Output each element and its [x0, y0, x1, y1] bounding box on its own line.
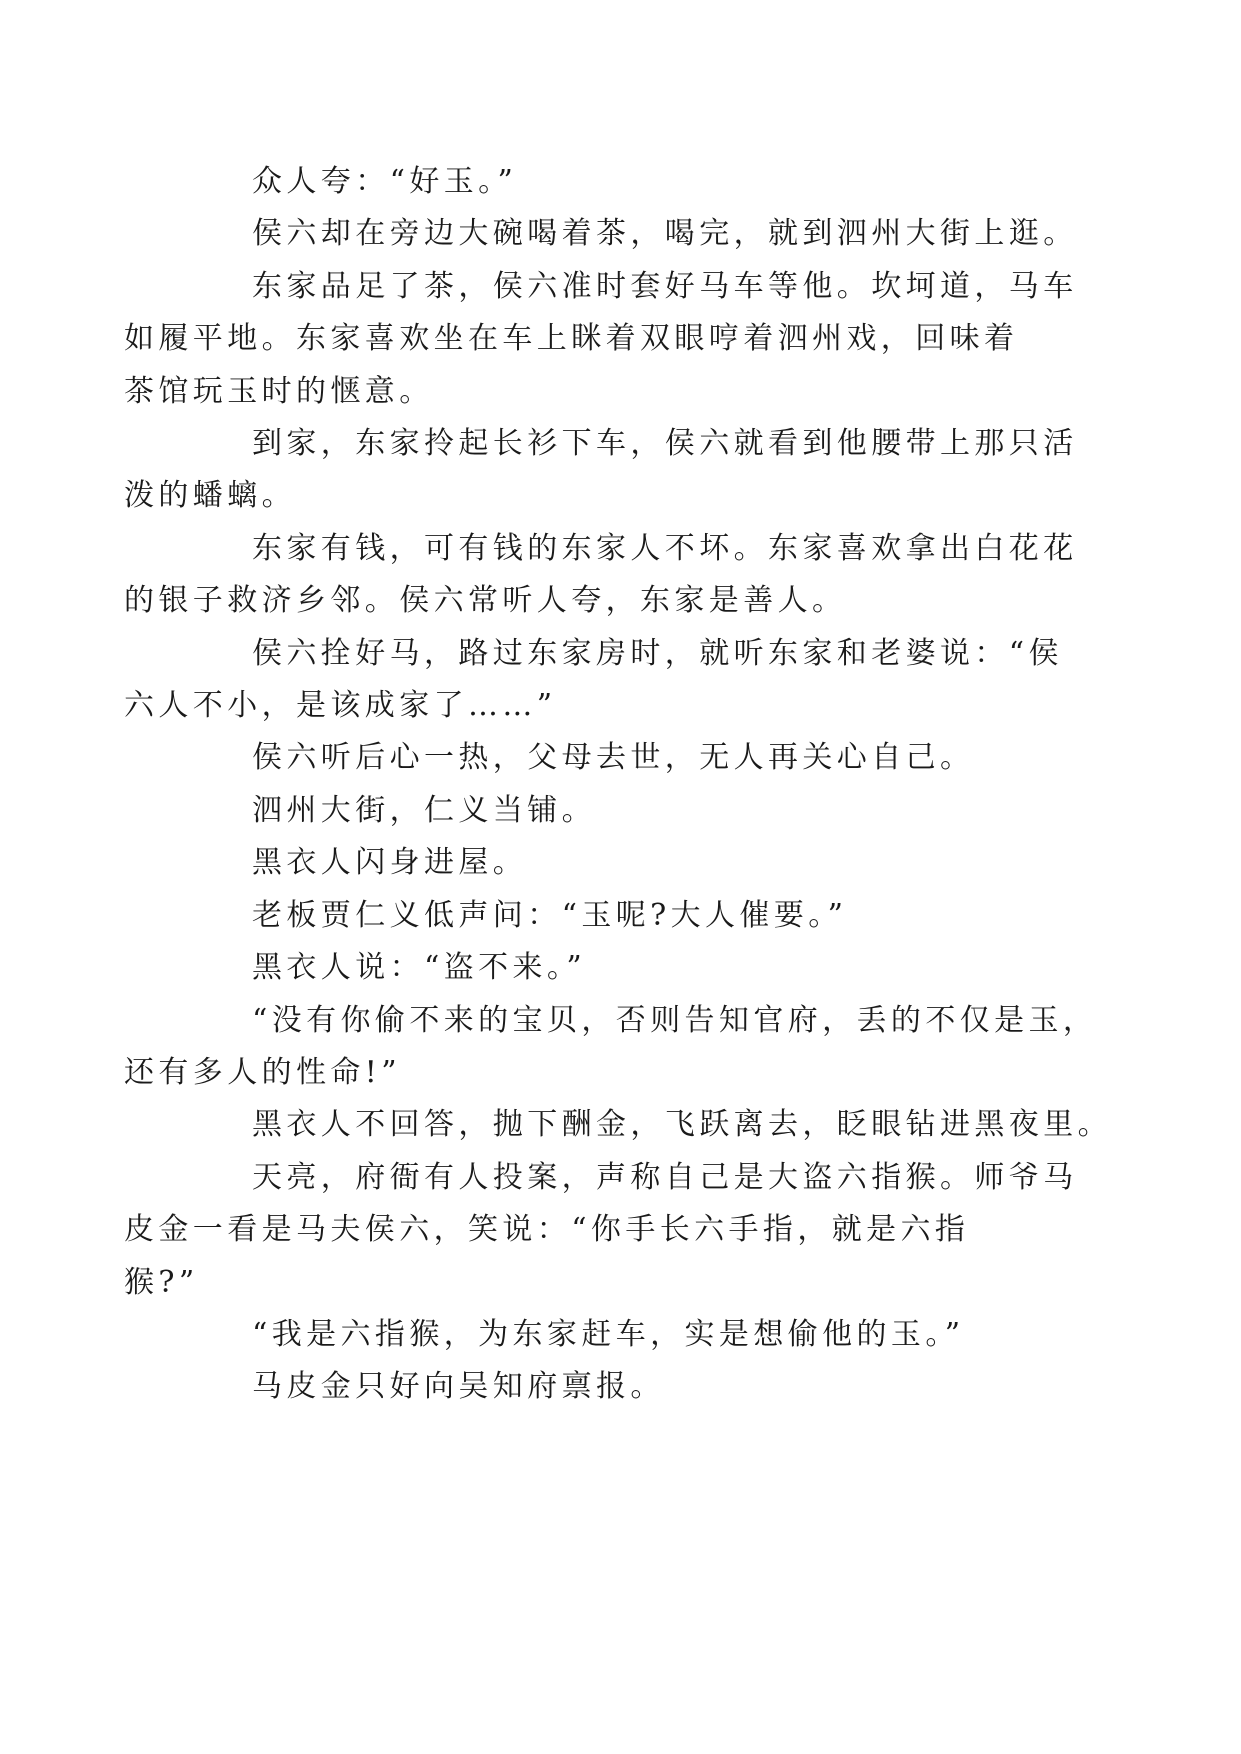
text-line: 六人不小，是该成家了……”: [124, 688, 557, 724]
text-line: 茶馆玩玉时的惬意。: [124, 373, 434, 409]
paragraph: [124, 523, 1088, 628]
text-line: 黑衣人说：“盗不来。”: [252, 950, 587, 986]
paragraph: [124, 628, 1088, 733]
text-line: 天亮，府衙有人投案，声称自己是大盗六指猴。师爷马: [252, 1159, 1078, 1195]
text-line: 黑衣人不回答，抛下酬金，飞跃离去，眨眼钻进黑夜里。: [252, 1107, 1112, 1143]
text-line: 东家品足了茶，侯六准时套好马车等他。坎坷道，马车: [252, 268, 1078, 304]
paragraph: [188, 1309, 1088, 1361]
paragraph: [124, 261, 1088, 418]
text-line: 泗州大街，仁义当铺。: [252, 792, 596, 828]
paragraph: [124, 1152, 1088, 1309]
paragraph: [188, 208, 1088, 260]
text-line: 到家，东家拎起长衫下车，侯六就看到他腰带上那只活: [252, 426, 1078, 462]
paragraph: [188, 1361, 1088, 1413]
text-line: “我是六指猴，为东家赶车，实是想偷他的玉。”: [252, 1316, 965, 1352]
text-line: 侯六拴好马，路过东家房时，就听东家和老婆说：“侯: [252, 635, 1063, 671]
text-line: “没有你偷不来的宝贝，否则告知官府，丢的不仅是玉，: [252, 1002, 1098, 1038]
text-line: 黑衣人闪身进屋。: [252, 845, 528, 881]
paragraph: [188, 942, 1088, 994]
paragraph: [188, 890, 1088, 942]
paragraph: [188, 785, 1088, 837]
text-line: 东家有钱，可有钱的东家人不坏。东家喜欢拿出白花花: [252, 530, 1078, 566]
paragraph: [188, 732, 1088, 784]
text-line: 侯六却在旁边大碗喝着茶，喝完，就到泗州大街上逛。: [252, 216, 1078, 252]
paragraph: [188, 156, 1088, 208]
text-line: 还有多人的性命!”: [124, 1054, 401, 1090]
text-line: 马皮金只好向吴知府禀报。: [252, 1369, 665, 1405]
story-text: [124, 156, 1112, 1414]
text-line: 众人夸：“好玉。”: [252, 164, 518, 199]
paragraph: [188, 1099, 1112, 1151]
text-line: 猴?”: [124, 1264, 199, 1300]
paragraph: [124, 995, 1098, 1100]
text-line: 老板贾仁义低声问：“玉呢?大人催要。”: [252, 897, 848, 933]
text-line: 侯六听后心一热，父母去世，无人再关心自己。: [252, 740, 975, 776]
paragraph: [188, 837, 1088, 889]
text-line: 的银子救济乡邻。侯六常听人夸，东家是善人。: [124, 583, 847, 619]
text-line: 泼的蟠螭。: [124, 478, 296, 514]
paragraph: [124, 418, 1088, 523]
text-line: 皮金一看是马夫侯六，笑说：“你手长六手指，就是六指: [124, 1212, 970, 1248]
text-line: 如履平地。东家喜欢坐在车上眯着双眼哼着泗州戏，回味着: [124, 321, 1019, 357]
